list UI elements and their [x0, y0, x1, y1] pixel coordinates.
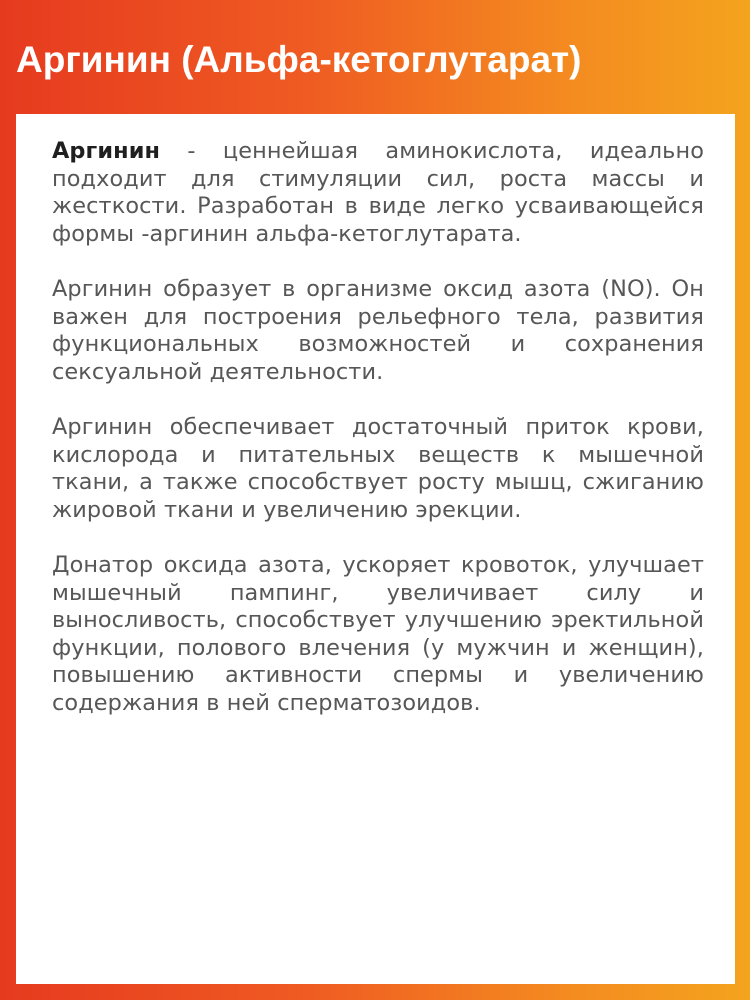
- paragraph-nitric-oxide: [52, 276, 704, 386]
- paragraph-blood-flow: [52, 414, 704, 524]
- bold-term: Аргинин: [52, 138, 161, 164]
- description-panel: [16, 114, 735, 984]
- paragraph-text: - ценнейшая аминокислота, идеально подходит для стимуляции сил, роста массы и жесткости. Разработан в виде легко усваивающейся формы -аргинин альфа-кетоглутарата.: [52, 138, 704, 247]
- paragraph-intro: [52, 138, 704, 248]
- paragraph-text: Аргинин обеспечивает достаточный приток крови, кислорода и питательных веществ к мышечной ткани, а также способствует росту мышц, сжиганию жировой ткани и увеличению эрекции.: [52, 414, 704, 523]
- paragraph-text: Аргинин образует в организме оксид азота (NO). Он важен для построения рельефного тела, развития функциональных возможностей и сохранения сексуальной деятельности.: [52, 276, 704, 385]
- page-title: Аргинин (Альфа-кетоглутарат): [16, 39, 582, 80]
- paragraph-text: Донатор оксида азота, ускоряет кровоток, улучшает мышечный пампинг, увеличивает силу и выносливость, способствует улучшению эректильной функции, полового влечения (у мужчин и женщин), повышению активности спермы и увеличению содержания в ней сперматозоидов.: [52, 552, 704, 716]
- paragraph-donor: [52, 552, 704, 717]
